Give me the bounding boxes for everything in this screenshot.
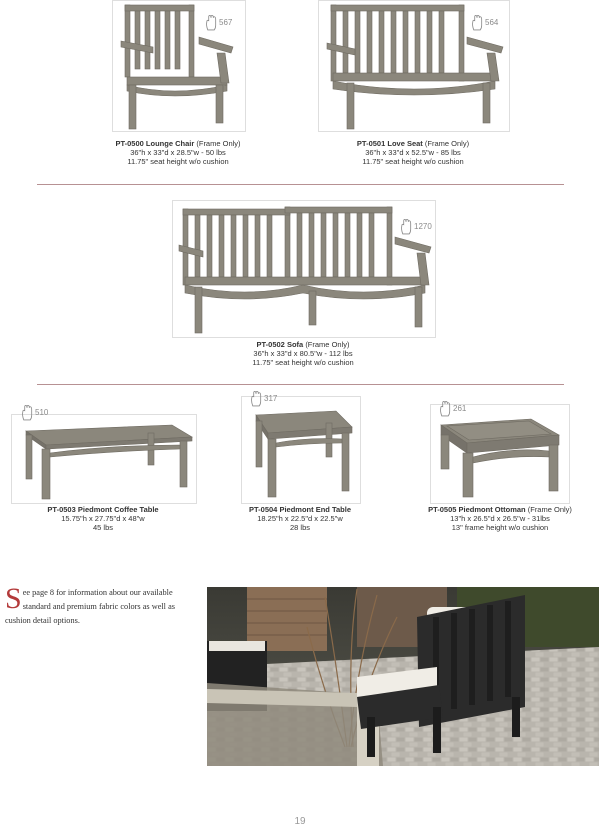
product-frame: (Frame Only): [305, 340, 350, 349]
hand-icon: [439, 400, 452, 417]
product-dims: 13"h x 26.5"d x 26.5"w - 31lbs: [450, 514, 550, 523]
coffee-table-photo: [11, 414, 197, 504]
ottoman-illustration: [431, 405, 569, 503]
product-extra: 11.75" seat height w/o cushion: [127, 157, 229, 166]
note-text: ee page 8 for information about our available standard and premium fabric colors as well as cushion detail options.: [5, 588, 175, 625]
lounge-chair-caption: [98, 139, 258, 166]
product-extra: 28 lbs: [289, 523, 310, 532]
product-frame: (Frame Only): [196, 139, 241, 148]
product-code: PT-0500: [115, 139, 144, 148]
ottoman-badge: [439, 400, 466, 417]
ottoman-caption: [412, 505, 588, 532]
patio-illustration: [207, 587, 599, 766]
coffee-table-illustration: [12, 415, 196, 503]
sofa-badge: [400, 218, 432, 235]
product-name: Sofa: [286, 340, 304, 349]
badge-number: 567: [219, 18, 233, 27]
product-extra: 11.75" seat height w/o cushion: [362, 157, 464, 166]
product-dims: 36"h x 33"d x 52.5"w - 85 lbs: [365, 148, 461, 157]
hand-icon: [400, 218, 413, 235]
end-table-badge: [250, 390, 277, 407]
end-table-photo: [241, 396, 361, 504]
hand-icon: [250, 390, 263, 407]
hand-icon: [471, 14, 484, 31]
sofa-photo: [172, 200, 436, 338]
product-dims: 15.75"h x 27.75"d x 48"w: [61, 514, 145, 523]
badge-number: 510: [35, 408, 49, 417]
drop-cap: S: [5, 582, 22, 615]
hand-icon: [21, 404, 34, 421]
product-code: PT-0505: [428, 505, 457, 514]
sofa-caption: [223, 340, 383, 367]
product-frame: (Frame Only): [424, 139, 470, 148]
product-extra: 13" frame height w/o cushion: [451, 523, 549, 532]
section-divider: [37, 384, 564, 385]
hand-icon: [205, 14, 218, 31]
lounge-chair-badge: [205, 14, 232, 31]
product-name: Piedmont Ottoman: [458, 505, 526, 514]
coffee-table-badge: [21, 404, 48, 421]
product-dims: 36"h x 33"d x 28.5"w - 50 lbs: [130, 148, 226, 157]
page-number: 19: [294, 816, 306, 827]
love-seat-caption: [333, 139, 493, 166]
love-seat-badge: [471, 14, 498, 31]
badge-number: 317: [264, 394, 278, 403]
sofa-illustration: [173, 201, 435, 337]
product-frame: (Frame Only): [527, 505, 572, 514]
product-dims: 36"h x 33"d x 80.5"w - 112 lbs: [253, 349, 353, 358]
product-code: PT-0501: [356, 139, 386, 148]
badge-number: 564: [485, 18, 499, 27]
product-name: Lounge Chair: [145, 139, 195, 148]
product-code: PT-0503: [47, 505, 76, 514]
fabric-note: [5, 582, 185, 628]
product-extra: 11.75" seat height w/o cushion: [252, 358, 354, 367]
badge-number: 261: [453, 404, 467, 413]
ottoman-photo: [430, 404, 570, 504]
product-code: PT-0502: [256, 340, 285, 349]
patio-photo: [207, 587, 599, 766]
product-extra: 45 lbs: [92, 523, 113, 532]
coffee-table-caption: [23, 505, 183, 532]
product-name: Piedmont End Table: [279, 505, 351, 514]
product-name: Love Seat: [387, 139, 423, 148]
end-table-illustration: [242, 397, 360, 503]
product-dims: 18.25"h x 22.5"d x 22.5"w: [257, 514, 343, 523]
badge-number: 1270: [414, 222, 432, 231]
section-divider: [37, 184, 564, 185]
product-code: PT-0504: [249, 505, 278, 514]
end-table-caption: [220, 505, 380, 532]
product-name: Piedmont Coffee Table: [77, 505, 159, 514]
